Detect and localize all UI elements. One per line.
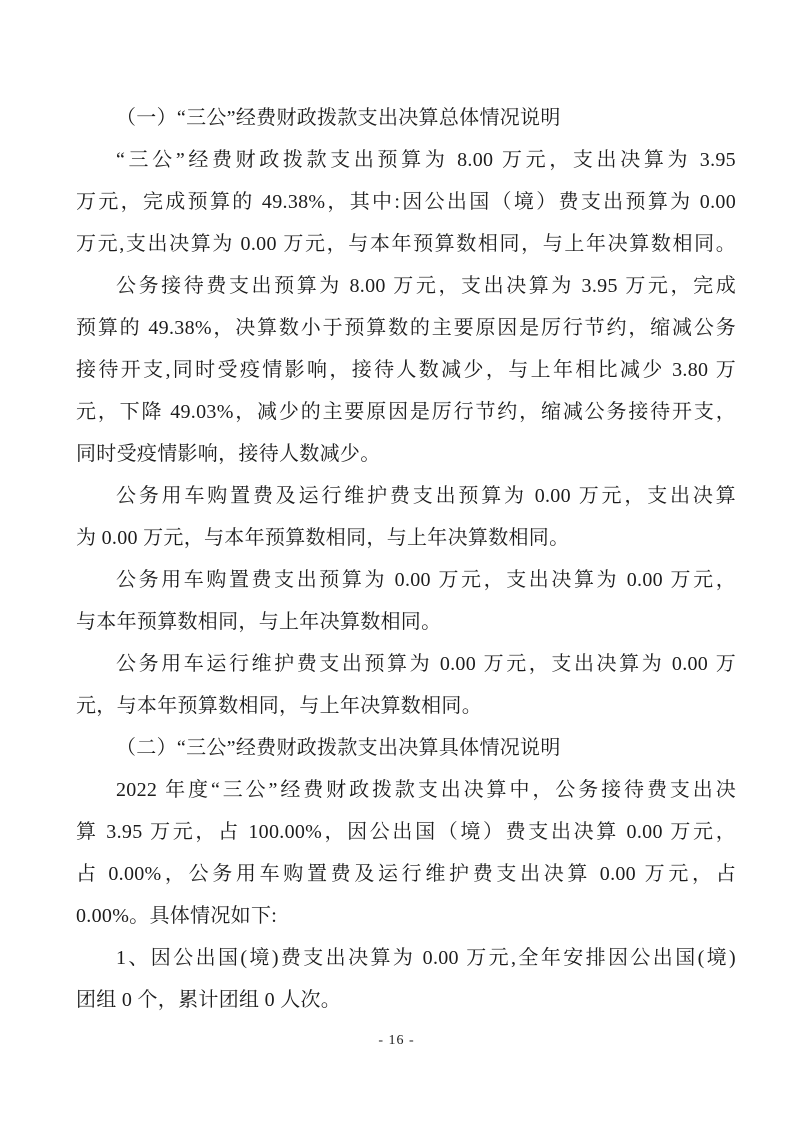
text-line-11: 为 0.00 万元，与本年预算数相同，与上年决算数相同。 xyxy=(76,527,570,549)
page-number: - 16 - xyxy=(378,1033,415,1048)
text-line-15: 元，与本年预算数相同，与上年决算数相同。 xyxy=(76,695,482,717)
text-line-14: 公务用车运行维护费支出预算为 0.00 万元，支出决算为 0.00 万 xyxy=(116,653,736,675)
text-line-19: 占 0.00%，公务用车购置费及运行维护费支出决算 0.00 万元，占 xyxy=(76,863,736,885)
text-line-18: 算 3.95 万元，占 100.00%，因公出国（境）费支出决算 0.00 万元， xyxy=(76,821,736,843)
text-line-3: 万元，完成预算的 49.38%，其中:因公出国（境）费支出预算为 0.00 xyxy=(76,191,736,213)
text-line-9: 同时受疫情影响，接待人数减少。 xyxy=(76,443,381,465)
text-line-20: 0.00%。具体情况如下: xyxy=(76,905,278,927)
document-body xyxy=(76,97,736,1021)
text-line-8: 元，下降 49.03%，减少的主要原因是厉行节约，缩减公务接待开支， xyxy=(76,401,736,423)
text-line-7: 接待开支,同时受疫情影响，接待人数减少，与上年相比减少 3.80 万 xyxy=(76,359,736,381)
text-line-5: 公务接待费支出预算为 8.00 万元，支出决算为 3.95 万元，完成 xyxy=(116,275,736,297)
text-line-12: 公务用车购置费支出预算为 0.00 万元，支出决算为 0.00 万元， xyxy=(116,569,736,591)
text-line-2: “三公”经费财政拨款支出预算为 8.00 万元，支出决算为 3.95 xyxy=(116,149,736,171)
section-heading-line-16: （二）“三公”经费财政拨款支出决算具体情况说明 xyxy=(116,737,561,759)
text-line-17: 2022 年度“三公”经费财政拨款支出决算中，公务接待费支出决 xyxy=(116,779,736,801)
section-heading-line-1: （一）“三公”经费财政拨款支出决算总体情况说明 xyxy=(116,107,561,129)
text-line-13: 与本年预算数相同，与上年决算数相同。 xyxy=(76,611,442,633)
text-line-6: 预算的 49.38%，决算数小于预算数的主要原因是厉行节约，缩减公务 xyxy=(76,317,736,339)
text-line-4: 万元,支出决算为 0.00 万元，与本年预算数相同，与上年决算数相同。 xyxy=(76,233,736,255)
text-line-22: 团组 0 个，累计团组 0 人次。 xyxy=(76,989,342,1011)
text-line-21: 1、因公出国(境)费支出决算为 0.00 万元,全年安排因公出国(境) xyxy=(116,947,736,969)
text-line-10: 公务用车购置费及运行维护费支出预算为 0.00 万元，支出决算 xyxy=(116,485,736,507)
